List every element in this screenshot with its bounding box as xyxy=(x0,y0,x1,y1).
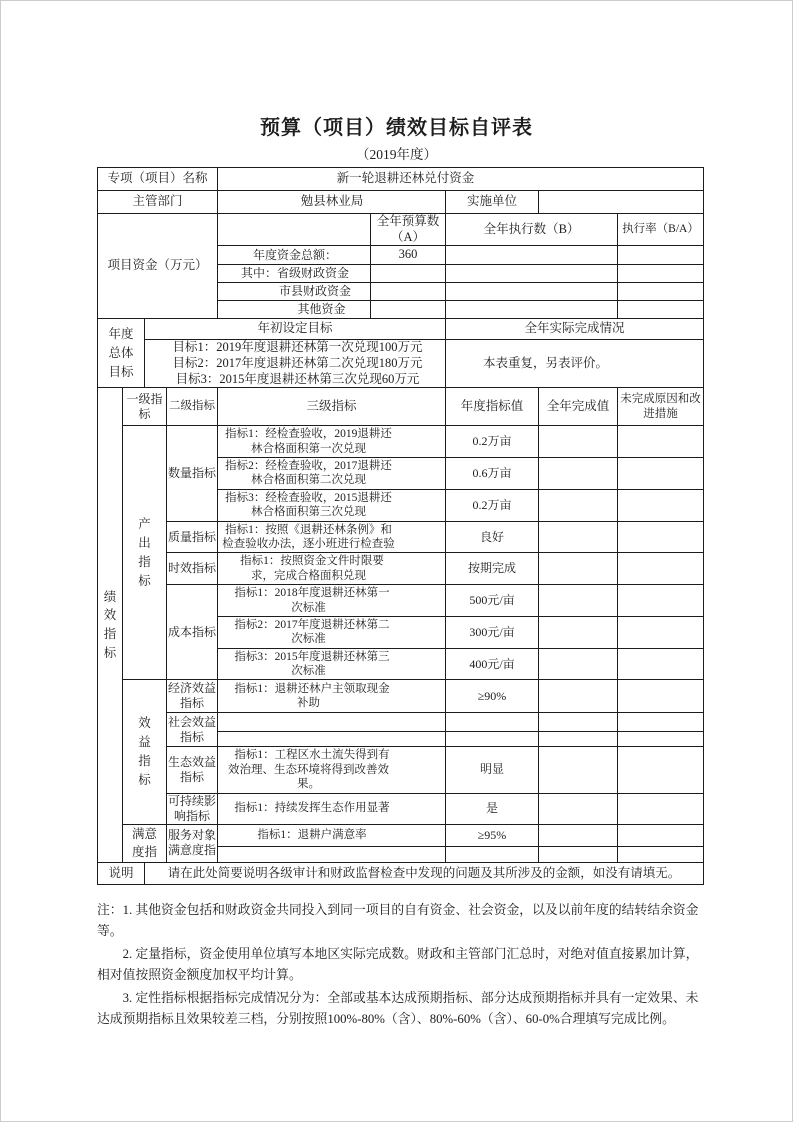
indicator-target-cell: 0.2万亩 xyxy=(446,426,539,458)
col-level1: 一级指标 xyxy=(123,388,167,426)
indicator-target-cell: ≥95% xyxy=(446,824,539,846)
indicator-reason-cell xyxy=(618,747,704,793)
indicator-actual-cell xyxy=(539,648,618,680)
footnotes xyxy=(97,900,705,1030)
goal-item: 目标2：2017年度退耕还林第二次兑现180万元 xyxy=(172,355,423,370)
col-target: 年度指标值 xyxy=(446,388,539,426)
indicator-actual-cell xyxy=(539,585,618,617)
funding-executed-value xyxy=(446,301,618,319)
indicator-actual-cell xyxy=(539,747,618,793)
impl-unit-value xyxy=(539,191,704,214)
page-subtitle: （2019年度） xyxy=(356,147,437,162)
col-level2: 二级指标 xyxy=(167,388,218,426)
goal-col-set: 年初设定目标 xyxy=(145,319,446,340)
funding-budget-value xyxy=(371,283,446,301)
level1-benefit-cell: 效益指标 xyxy=(123,680,167,824)
indicator-actual-cell xyxy=(539,824,618,846)
indicator-target-cell xyxy=(446,713,539,732)
indicator-l3-cell xyxy=(218,846,446,862)
goal-col-actual: 全年实际完成情况 xyxy=(446,319,704,340)
notes-label: 说明 xyxy=(98,863,145,885)
indicator-target-cell: 0.2万亩 xyxy=(446,489,539,521)
indicator-row xyxy=(98,553,704,585)
level2-sustainability-cell: 可持续影响指标 xyxy=(168,793,217,823)
table-row-project xyxy=(98,168,704,191)
indicator-target-cell: 良好 xyxy=(446,521,539,553)
indicator-reason-cell xyxy=(618,489,704,521)
indicator-target-cell xyxy=(446,846,539,862)
funding-rate-value xyxy=(618,283,704,301)
funding-row-label: 其他资金 xyxy=(218,301,371,319)
indicator-row xyxy=(98,680,704,713)
indicator-reason-cell xyxy=(618,426,704,458)
indicator-l3-cell: 指标1：经检查验收，2019退耕还林合格面积第一次兑现 xyxy=(218,426,446,458)
level2-service-cell: 服务对象满意度指 xyxy=(167,824,218,863)
indicator-reason-cell xyxy=(618,846,704,862)
funding-section-label: 项目资金（万元） xyxy=(98,214,218,319)
indicator-target-cell: 是 xyxy=(446,793,539,824)
funding-col-budget: 全年预算数（A） xyxy=(371,214,446,246)
indicator-reason-cell xyxy=(618,713,704,732)
indicator-row xyxy=(98,713,704,732)
table-row-department xyxy=(98,191,704,214)
footnote-item: 3. 定性指标根据指标完成情况分为：全部或基本达成预期指标、部分达成预期指标并具有一定效果、未达成预期指标且效果较差三档，分别按照100%-80%（含）、80%-60%（含）、60-0%合理填写完成比例。 xyxy=(97,991,699,1026)
goal-actual-value: 本表重复，另表评价。 xyxy=(446,340,704,388)
indicator-l3-cell: 指标2：2017年度退耕还林第二次标准 xyxy=(218,616,446,648)
funding-row-label: 年度资金总额： xyxy=(218,246,371,265)
indicator-actual-cell xyxy=(539,732,618,747)
indicator-actual-cell xyxy=(539,846,618,862)
indicator-target-cell: 按期完成 xyxy=(446,553,539,585)
goal-section-label: 年度总体目标 xyxy=(98,319,145,388)
table-row-funding-header xyxy=(98,214,704,246)
footnote-item: 注：1. 其他资金包括和财政资金共同投入到同一项目的自有资金、社会资金，以及以前年度的结转结余资金等。 xyxy=(97,903,699,938)
project-name-label: 专项（项目）名称 xyxy=(98,168,218,191)
goal-item: 目标1：2019年度退耕还林第一次兑现100万元 xyxy=(172,340,423,355)
impl-unit-label: 实施单位 xyxy=(446,191,539,214)
indicator-actual-cell xyxy=(539,426,618,458)
indicator-l3-cell: 指标3：经检查验收，2015退耕还林合格面积第三次兑现 xyxy=(218,489,446,521)
indicator-row xyxy=(98,793,704,824)
indicator-l3-cell: 指标1：退耕户满意率 xyxy=(218,824,446,846)
indicator-reason-cell xyxy=(618,457,704,489)
notes-text: 请在此处简要说明各级审计和财政监督检查中发现的问题及其所涉及的金额，如没有请填无。 xyxy=(145,863,704,885)
funding-col-executed: 全年执行数（B） xyxy=(446,214,618,246)
funding-rate-value xyxy=(618,246,704,265)
indicator-reason-cell xyxy=(618,616,704,648)
goal-item: 目标3：2015年度退耕还林第三次兑现60万元 xyxy=(175,371,420,386)
indicator-row xyxy=(98,747,704,793)
indicator-actual-cell xyxy=(539,713,618,732)
indicator-reason-cell xyxy=(618,648,704,680)
level2-social-cell: 社会效益指标 xyxy=(167,713,218,747)
funding-executed-value xyxy=(446,246,618,265)
funding-row-label: 市县财政资金 xyxy=(218,283,371,301)
table-row-goal-header xyxy=(98,319,704,340)
col-level3: 三级指标 xyxy=(218,388,446,426)
funding-budget-value: 360 xyxy=(371,246,446,265)
indicator-l3-cell: 指标1：按照资金文件时限要求，完成合格面积兑现 xyxy=(218,553,446,585)
dept-value: 勉县林业局 xyxy=(218,191,446,214)
indicator-actual-cell xyxy=(539,553,618,585)
funding-budget-value xyxy=(371,301,446,319)
indicator-l3-cell xyxy=(218,713,446,732)
self-evaluation-table xyxy=(97,167,704,885)
indicator-reason-cell xyxy=(618,680,704,713)
funding-budget-value xyxy=(371,265,446,283)
indicator-l3-cell: 指标1：工程区水土流失得到有效治理、生态环境将得到改善效果。 xyxy=(218,747,446,793)
level2-ecological-cell: 生态效益指标 xyxy=(167,747,218,793)
indicator-reason-cell xyxy=(618,521,704,553)
indicator-target-cell: 400元/亩 xyxy=(446,648,539,680)
page-title: 预算（项目）绩效目标自评表 xyxy=(260,117,533,139)
level1-performance-cell: 绩效指标 xyxy=(98,388,123,863)
footnote-item: 2. 定量指标，资金使用单位填写本地区实际完成数。财政和主管部门汇总时，对绝对值直接累加计算，相对值按照资金额度加权平均计算。 xyxy=(97,947,699,982)
indicator-l3-cell: 指标1：退耕还林户主领取现金补助 xyxy=(218,680,446,713)
indicator-actual-cell xyxy=(539,793,618,824)
indicator-l3-cell: 指标2：经检查验收，2017退耕还林合格面积第二次兑现 xyxy=(218,457,446,489)
funding-rate-value xyxy=(618,265,704,283)
funding-executed-value xyxy=(446,265,618,283)
indicator-l3-cell: 指标1：按照《退耕还林条例》和检查验收办法，逐小班进行检查验 xyxy=(218,521,446,553)
indicator-target-cell: 300元/亩 xyxy=(446,616,539,648)
indicator-actual-cell xyxy=(539,457,618,489)
indicator-target-cell xyxy=(446,732,539,747)
level1-output-cell: 产出指标 xyxy=(123,426,167,680)
indicator-reason-cell xyxy=(618,553,704,585)
funding-executed-value xyxy=(446,283,618,301)
indicator-l3-cell: 指标1：2018年度退耕还林第一次标准 xyxy=(218,585,446,617)
col-reason: 未完成原因和改进措施 xyxy=(618,388,704,426)
indicator-l3-cell: 指标3：2015年度退耕还林第三次标准 xyxy=(218,648,446,680)
indicator-actual-cell xyxy=(539,489,618,521)
funding-rate-value xyxy=(618,301,704,319)
indicator-target-cell: 明显 xyxy=(446,747,539,793)
level2-economic-cell: 经济效益指标 xyxy=(167,680,218,713)
indicator-actual-cell xyxy=(539,680,618,713)
dept-label: 主管部门 xyxy=(98,191,218,214)
table-row-goal-body xyxy=(98,340,704,388)
project-name-value: 新一轮退耕还林兑付资金 xyxy=(218,168,704,191)
indicator-row xyxy=(98,521,704,553)
indicator-target-cell: ≥90% xyxy=(446,680,539,713)
funding-empty-cell xyxy=(218,214,371,246)
indicator-target-cell: 0.6万亩 xyxy=(446,457,539,489)
indicator-reason-cell xyxy=(618,824,704,846)
level2-quantity-cell: 数量指标 xyxy=(167,426,218,522)
col-actual: 全年完成值 xyxy=(539,388,618,426)
indicator-l3-cell: 指标1：持续发挥生态作用显著 xyxy=(218,793,446,824)
table-row-indicator-header xyxy=(98,388,704,426)
indicator-reason-cell xyxy=(618,732,704,747)
indicator-actual-cell xyxy=(539,521,618,553)
indicator-row xyxy=(98,824,704,846)
indicator-l3-cell xyxy=(218,732,446,747)
funding-col-rate: 执行率（B/A） xyxy=(618,214,704,246)
indicator-reason-cell xyxy=(618,793,704,824)
indicator-reason-cell xyxy=(618,585,704,617)
level1-satisfaction-cell: 满意度指 xyxy=(123,824,167,863)
level2-quality-cell: 质量指标 xyxy=(167,521,218,553)
indicator-row xyxy=(98,585,704,617)
level2-cost-cell: 成本指标 xyxy=(167,585,218,680)
indicator-target-cell: 500元/亩 xyxy=(446,585,539,617)
indicator-row xyxy=(98,426,704,458)
funding-row-label: 其中：省级财政资金 xyxy=(218,265,371,283)
table-row-notes xyxy=(98,863,704,885)
indicator-actual-cell xyxy=(539,616,618,648)
goal-list xyxy=(145,340,446,388)
level2-timeliness-cell: 时效指标 xyxy=(167,553,218,585)
